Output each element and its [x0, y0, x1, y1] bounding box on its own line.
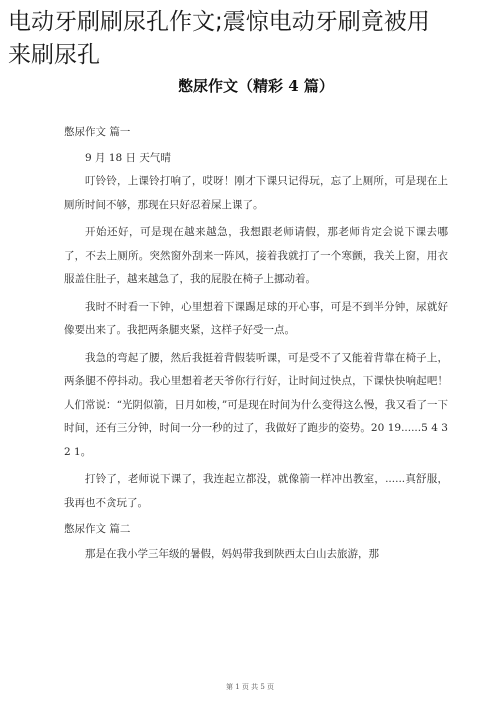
paragraph-3: 我时不时看一下钟，心里想着下课踢足球的开心事，可是不到半分钟，尿就好像要出来了。我把两条腿夹紧，这样子好受一点。 [64, 300, 448, 336]
page-heading [8, 6, 494, 72]
section-heading-2: 憋尿作文 篇二 [64, 523, 131, 535]
section-heading-1: 憋尿作文 篇一 [64, 126, 131, 138]
document-body [64, 76, 448, 567]
heading-line-1: 电动牙刷刷尿孔作文;震惊电动牙刷竟被用 [8, 9, 430, 35]
page-footer: 第 1 页 共 5 页 [225, 683, 275, 691]
paragraph-1: 叮铃铃，上课铃打响了，哎呀！刚才下课只记得玩，忘了上厕所，可是现在上厕所时间不够，那现在只好忍着屎上课了。 [64, 175, 448, 211]
diary-date: 9 月 18 日 天气晴 [85, 152, 171, 164]
paragraph-2: 开始还好，可是现在越来越急，我想跟老师请假，那老师肯定会说下课去哪了，不去上厕所。突然窗外刮来一阵风，接着我就打了一个寒颤，我关上窗，用衣服盖住肚子，越来越急了，我的屁股在椅子上挪动着。 [64, 226, 448, 285]
heading-line-2: 来刷尿孔 [8, 42, 100, 68]
document-title: 憋尿作文（精彩 4 篇） [178, 77, 334, 95]
paragraph-4: 我急的弯起了腰，然后我挺着背假装听课，可是受不了又能着背靠在椅子上，两条腿不停抖动。我心里想着老天爷你行行好，让时间过快点，下课快快响起吧！人们常说：“光阴似箭，日月如梭，”可是现在时间为什么变得这么慢，我又看了一下时间，还有三分钟，时间一分一秒的过了，我做好了跑步的姿势。20 19......5 4 3 2 1。 [64, 351, 448, 458]
paragraph-6: 那是在我小学三年级的暑假，妈妈带我到陕西太白山去旅游，那 [85, 548, 379, 560]
paragraph-5: 打铃了，老师说下课了，我连起立都没，就像箭一样冲出教室，......真舒服，我再也不贪玩了。 [64, 473, 448, 509]
